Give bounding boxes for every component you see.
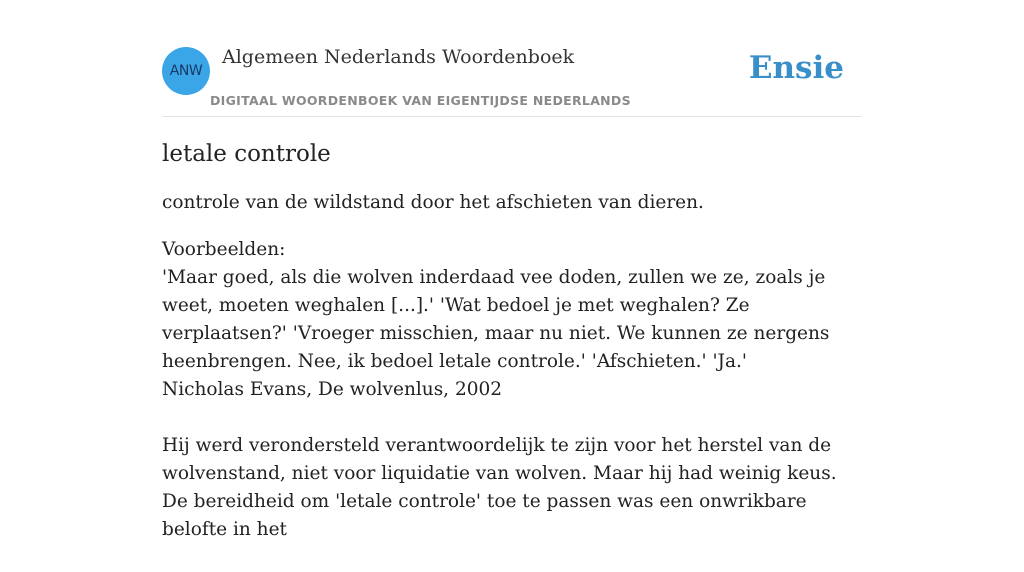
example-quote: Hij werd verondersteld verantwoordelijk te zijn voor het herstel van de wolvenstand, niet voor liquidatie van wolven. Maar hij had weinig keus. De bereidheid om 'letale controle' toe te passen was een onwrikbare belofte in het	[162, 435, 837, 540]
definition-text: controle van de wildstand door het afschieten van dieren.	[162, 192, 704, 213]
example-item	[162, 432, 862, 544]
page-title: letale controle	[162, 141, 331, 167]
site-subtitle: DIGITAAL WOORDENBOEK VAN EIGENTIJDSE NEDERLANDS	[210, 93, 631, 108]
examples-section	[162, 236, 862, 544]
example-item	[162, 264, 862, 404]
example-source: Nicholas Evans, De wolvenlus, 2002	[162, 379, 503, 400]
examples-label: Voorbeelden:	[162, 239, 286, 260]
example-quote: 'Maar goed, als die wolven inderdaad vee doden, zullen we ze, zoals je weet, moeten weghalen [...].' 'Wat bedoel je met weghalen? Ze verplaatsen?' 'Vroeger misschien, maar nu niet. We kunnen ze nergens heenbrengen. Nee, ik bedoel letale controle.' 'Afschieten.' 'Ja.'	[162, 267, 830, 372]
logo-text: ANW	[169, 63, 203, 79]
anw-logo[interactable]	[162, 47, 210, 95]
entry-content	[162, 138, 862, 572]
site-header	[162, 40, 862, 117]
site-title[interactable]: Algemeen Nederlands Woordenboek	[222, 46, 575, 68]
ensie-brand-link[interactable]: Ensie	[748, 50, 844, 86]
